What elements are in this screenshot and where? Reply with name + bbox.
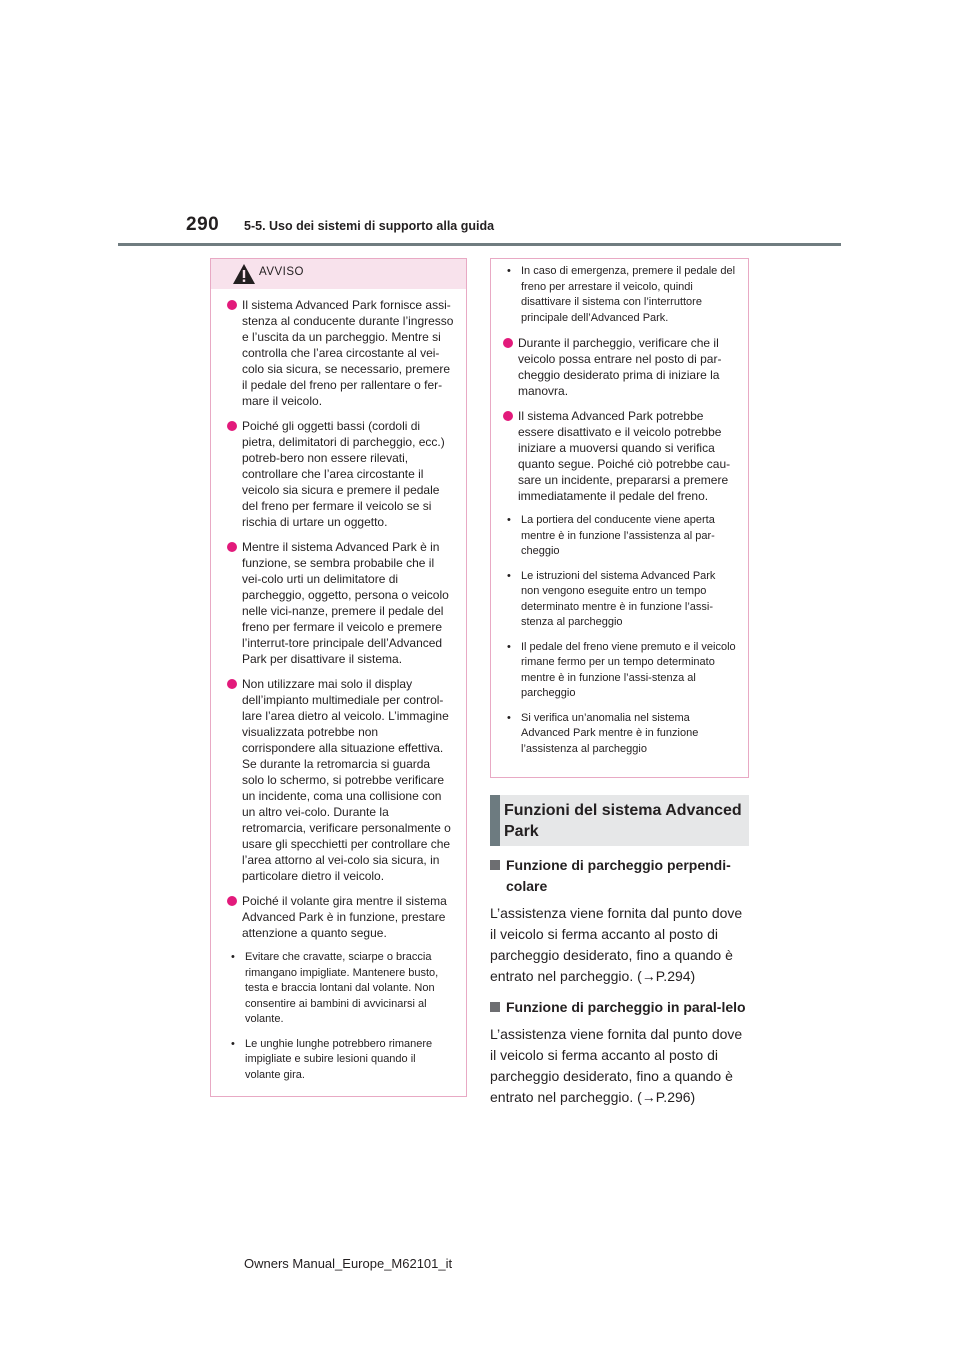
warning-sub-text: Il pedale del freno viene premuto e il veicolo rimane fermo per un tempo determinato mentre è in funzione l’assi-stenza al parcheggio — [521, 640, 736, 699]
warning-bullet — [227, 893, 454, 941]
magenta-dot-icon — [503, 338, 513, 348]
header-rule — [118, 243, 841, 246]
warning-body — [211, 289, 466, 1083]
magenta-dot-icon — [227, 679, 237, 689]
warning-bullet-text: Il sistema Advanced Park fornisce assi-stenza al conducente durante l’ingresso e l’uscita da un parcheggio. Mentre si controlla che l’area circostante al vei-colo sia sicura, se necessario, premere il pedale del freno per rallentare o fer-mare il veicolo. — [242, 298, 454, 408]
warning-triangle-icon — [232, 263, 256, 285]
warning-sub-text: In caso di emergenza, premere il pedale del freno per arrestare il veicolo, quindi disattivare il sistema con l’interruttore principale dell’Advanced Park. — [521, 265, 736, 324]
warning-sub-text: Le unghie lunghe potrebbero rimanere impigliate e subire lesioni quando il volante gira. — [245, 1037, 433, 1081]
sub-bullet-icon: • — [507, 640, 511, 653]
function-heading-text: Funzione di parcheggio in paral-lelo — [506, 999, 746, 1015]
function-heading — [490, 997, 750, 1018]
warning-bullet — [227, 418, 454, 530]
footer-text: Owners Manual_Europe_M62101_it — [244, 1256, 453, 1271]
warning-sub-item — [227, 1037, 454, 1084]
warning-bullet-text: Poiché gli oggetti bassi (cordoli di pietra, delimitatori di parcheggio, ecc.) potreb-bero non essere rilevati, controllare che l’area circostante il veicolo sia sicura e premere il pedale del freno per fermare il veicolo se si rischia di urtare un oggetto. — [242, 419, 445, 529]
square-bullet-icon — [490, 860, 500, 870]
function-heading-text: Funzione di parcheggio perpendi-colare — [506, 857, 731, 894]
warning-continuation-box — [490, 258, 749, 778]
sub-bullet-icon: • — [507, 569, 511, 582]
warning-sub-item — [503, 640, 736, 702]
page-number: 290 — [186, 214, 220, 235]
sub-bullet-icon: • — [507, 265, 511, 277]
warning-box — [210, 258, 467, 1097]
functions-body — [490, 855, 750, 1118]
sub-bullet-icon: • — [507, 711, 511, 724]
warning-sub-item — [503, 264, 736, 326]
function-description: L’assistenza viene fornita dal punto dove il veicolo si ferma accanto al posto di parcheggio desiderato, fino a quando è entrato nel parcheggio. (→P.296) — [490, 1026, 743, 1105]
warning-sub-item — [503, 569, 736, 631]
warning-sub-text: Le istruzioni del sistema Advanced Park non vengono eseguite entro un tempo determinato mentre è in funzione l’assi-stenza al parcheggio — [521, 569, 716, 628]
warning-bullet-text: Non utilizzare mai solo il display dell’impianto multimediale per control-lare l’area dietro al veicolo. L’immagine visualizzata potrebbe non corrispondere alla situazione effettiva. Se durante la retromarcia si guarda solo lo schermo, si potrebbe verificare un incidente, coma una collisione con un altro vei-colo. Durante la retromarcia, verificare personalmente o usare gli specchietti per controllare che l’area attorno al vei-colo sia sicura, in particolare dietro il veicolo. — [242, 677, 451, 883]
magenta-dot-icon — [227, 421, 237, 431]
warning-bullet — [503, 335, 736, 399]
function-heading — [490, 855, 750, 897]
warning-sub-text: Evitare che cravatte, sciarpe o braccia rimangano impigliate. Mantenere busto, testa e braccia lontani dal volante. Non consentire ai bambini di avvicinarsi al volante. — [245, 951, 439, 1025]
warning-header — [211, 259, 466, 289]
warning-bullet — [227, 539, 454, 667]
warning-bullet-text: Poiché il volante gira mentre il sistema Advanced Park è in funzione, prestare attenzione a quanto segue. — [242, 894, 447, 940]
warning-bullet — [227, 297, 454, 409]
warning-sub-text: Si verifica un’anomalia nel sistema Advanced Park mentre è in funzione l’assistenza al parcheggio — [521, 711, 699, 755]
sub-bullet-icon: • — [507, 514, 511, 526]
functions-section-title: Funzioni del sistema Advanced Park — [490, 795, 749, 846]
warning-bullet — [503, 408, 736, 504]
magenta-dot-icon — [227, 542, 237, 552]
magenta-dot-icon — [227, 300, 237, 310]
square-bullet-icon — [490, 1002, 500, 1012]
section-heading: 5-5. Uso dei sistemi di supporto alla guida — [244, 219, 495, 233]
warning-sub-item — [227, 950, 454, 1028]
magenta-dot-icon — [227, 896, 237, 906]
warning-sub-text: La portiera del conducente viene aperta mentre è in funzione l’assistenza al par-cheggio — [521, 514, 715, 557]
magenta-dot-icon — [503, 411, 513, 421]
warning-bullet — [227, 676, 454, 884]
warning-bullet-text: Il sistema Advanced Park potrebbe essere disattivato e il veicolo potrebbe iniziare a muoversi quando si verifica quanto segue. Poiché ciò potrebbe cau-sare un incidente, prepararsi a premere immediatamente il pedale del freno. — [518, 409, 731, 503]
sub-bullet-icon: • — [231, 1037, 235, 1050]
warning-title: AVVISO — [259, 266, 304, 278]
warning-sub-item — [503, 513, 736, 560]
function-description: L’assistenza viene fornita dal punto dove il veicolo si ferma accanto al posto di parcheggio desiderato, fino a quando è entrato nel parcheggio. (→P.294) — [490, 905, 743, 984]
sub-bullet-icon: • — [231, 951, 235, 963]
warning-bullet-text: Durante il parcheggio, verificare che il veicolo possa entrare nel posto di par-cheggio desiderato prima di iniziare la manovra. — [518, 336, 722, 398]
warning-bullet-text: Mentre il sistema Advanced Park è in funzione, se sembra probabile che il vei-colo urti un delimitatore di parcheggio, oggetto, persona o veicolo nelle vici-nanze, premere il pedale del freno per fermare il veicolo e premere l’interrut-tore principale dell’Advanced Park per disattivare il sistema. — [242, 540, 449, 666]
warning-sub-item — [503, 711, 736, 758]
